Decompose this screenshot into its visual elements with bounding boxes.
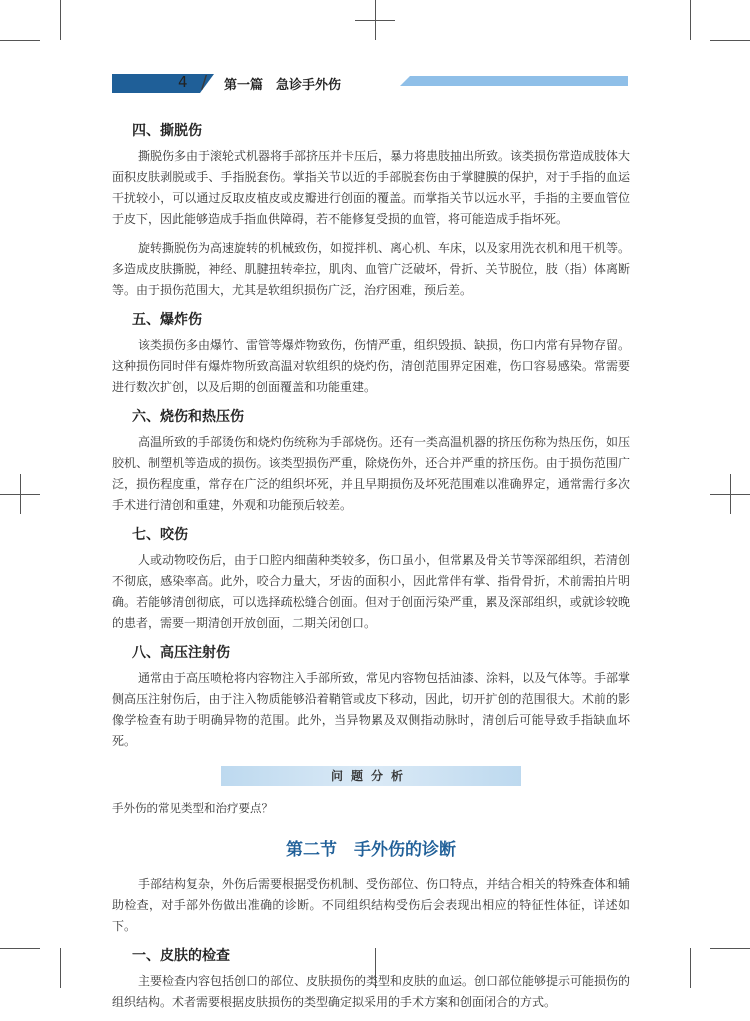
crop-mark [730, 474, 731, 514]
section-heading: 五、爆炸伤 [132, 312, 202, 328]
crop-mark [60, 0, 61, 40]
section-bite [112, 524, 630, 634]
page-number: 4 [178, 73, 188, 91]
paragraph: 人或动物咬伤后，由于口腔内细菌种类较多，伤口虽小，但常累及骨关节等深部组织，若清创不彻底，感染率高。此外，咬合力量大，牙齿的面积小，因此常伴有掌、指骨骨折，术前需拍片明确。若能够清创彻底，可以选择疏松缝合创面。但对于创面污染严重，累及深部组织，或就诊较晚的患者，需要一期清创开放创面，二期关闭创口。 [112, 553, 631, 630]
section-heading: 七、咬伤 [132, 527, 188, 543]
section-blast [112, 309, 630, 398]
section-avulsion [112, 120, 630, 301]
crop-mark [710, 40, 750, 41]
section-heading: 八、高压注射伤 [132, 645, 230, 661]
section-heading: 六、烧伤和热压伤 [132, 409, 244, 425]
section-heading: 一、皮肤的检查 [132, 948, 230, 964]
header-bar-right [410, 76, 628, 86]
crop-mark [355, 20, 395, 21]
section-burn [112, 406, 630, 516]
crop-mark [710, 948, 750, 949]
paragraph: 通常由于高压喷枪将内容物注入手部所致，常见内容物包括油漆、涂料，以及气体等。手部掌侧高压注射伤后，由于注入物质能够沿着鞘管或皮下移动，因此，切开扩创的范围很大。术前的影像学检查有助于明确异物的范围。此外，当异物累及双侧指动脉时，清创后可能导致手指缺血坏死。 [112, 671, 631, 748]
crop-mark [20, 474, 21, 514]
paragraph: 高温所致的手部烫伤和烧灼伤统称为手部烧伤。还有一类高温机器的挤压伤称为热压伤，如压胶机、制塑机等造成的损伤。该类型损伤严重，除烧伤外，还合并严重的挤压伤。由于损伤范围广泛，损伤程度重，常存在广泛的组织坏死，并且早期损伤及坏死范围难以准确界定，通常需行多次手术进行清创和重建，外观和功能预后较差。 [112, 435, 631, 512]
paragraph: 该类损伤多由爆竹、雷管等爆炸物致伤，伤情严重，组织毁损、缺损，伤口内常有异物存留。这种损伤同时伴有爆炸物所致高温对软组织的烧灼伤，清创范围界定困难，伤口容易感染。常需要进行数次扩创，以及后期的创面覆盖和功能重建。 [112, 338, 631, 394]
question-text: 手外伤的常见类型和治疗要点？ [112, 801, 273, 815]
section-injection [112, 642, 630, 752]
page-body [112, 112, 630, 1021]
running-title: 第一篇 急诊手外伤 [224, 78, 342, 93]
section-title: 第二节 手外伤的诊断 [286, 840, 456, 860]
paragraph: 主要检查内容包括创口的部位、皮肤损伤的类型和皮肤的血运。创口部位能够提示可能损伤的组织结构。术者需要根据皮肤损伤的类型确定拟采用的手术方案和创面闭合的方式。 [112, 974, 631, 1009]
crop-mark [690, 0, 691, 40]
header-slash: / [201, 72, 208, 93]
section-heading: 四、撕脱伤 [132, 123, 202, 139]
crop-mark [690, 948, 691, 988]
paragraph: 旋转撕脱伤为高速旋转的机械致伤，如搅拌机、离心机、车床，以及家用洗衣机和甩干机等。多造成皮肤撕脱，神经、肌腱扭转牵拉，肌肉、血管广泛破坏，骨折、关节脱位，肢（指）体离断等。由于损伤范围大，尤其是软组织损伤广泛，治疗困难，预后差。 [112, 241, 631, 297]
crop-mark [0, 948, 40, 949]
paragraph: 手部结构复杂，外伤后需要根据受伤机制、受伤部位、伤口特点，并结合相关的特殊查体和辅助检查，对手部外伤做出准确的诊断。不同组织结构受伤后会表现出相应的特征性体征，详述如下。 [112, 877, 631, 933]
crop-mark [0, 40, 40, 41]
paragraph: 撕脱伤多由于滚轮式机器将手部挤压并卡压后，暴力将患肢抽出所致。该类损伤常造成肢体大面积皮肤剥脱或手、手指脱套伤。掌指关节以近的手部脱套伤由于掌腱膜的保护，对于手指的血运干扰较小，可以通过反取皮植皮或皮瓣进行创面的覆盖。而掌指关节以远水平，手指的主要血管位于皮下，因此能够造成手指血供障碍，若不能修复受损的血管，将可能造成手指坏死。 [112, 149, 631, 226]
analysis-band: 问题分析 [221, 766, 521, 786]
crop-mark [60, 948, 61, 988]
